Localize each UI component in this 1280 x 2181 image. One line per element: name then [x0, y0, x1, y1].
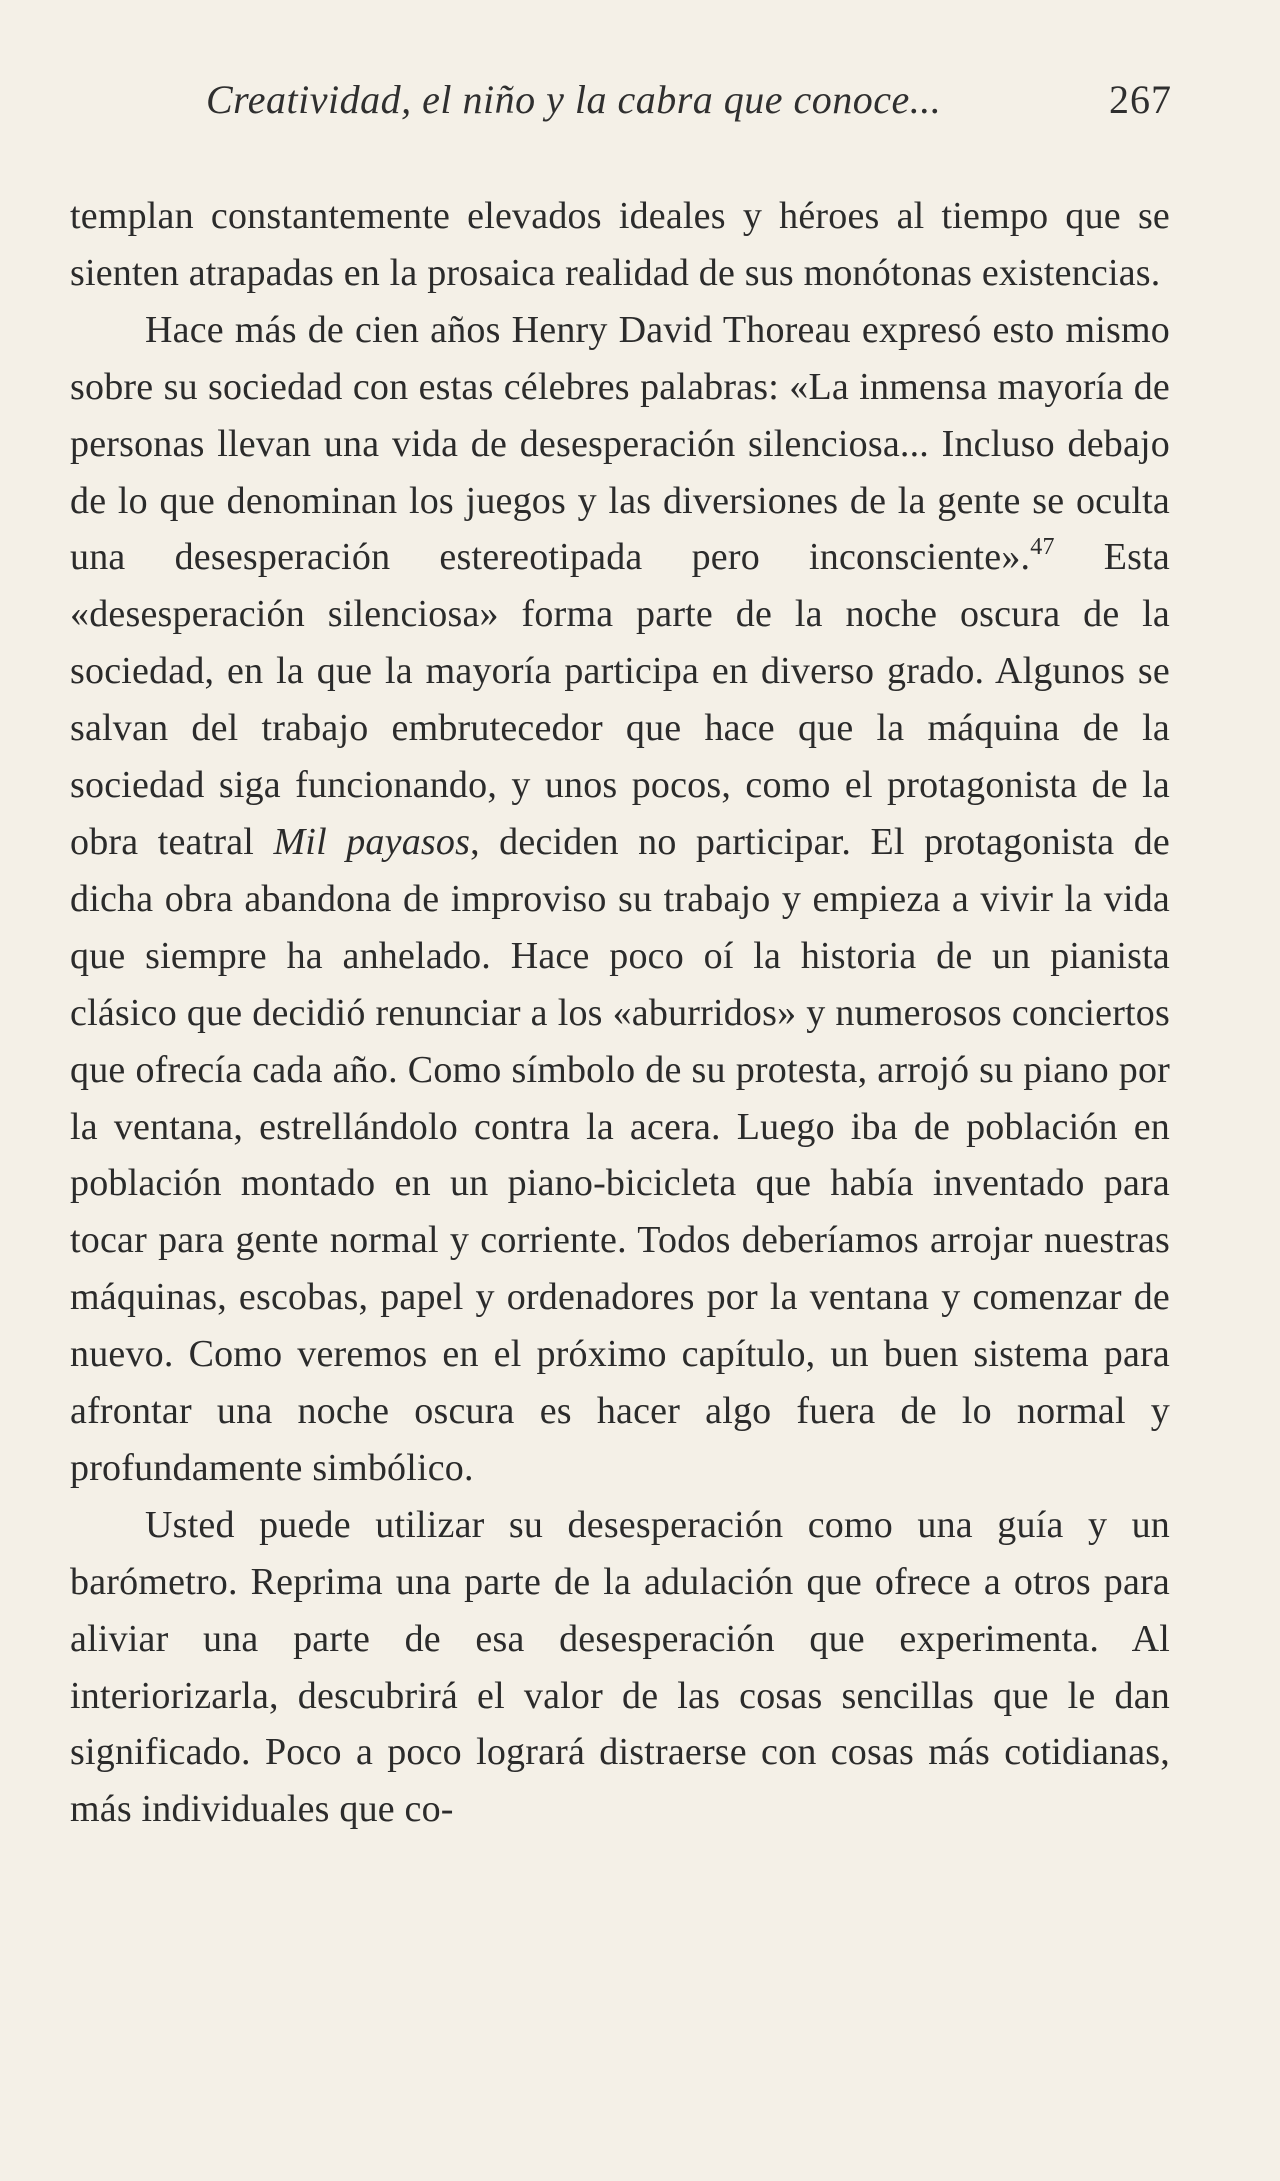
body-text	[70, 188, 1170, 1838]
paragraph-3	[70, 1497, 1170, 1838]
paragraph-2-text-after-title: , deciden no participar. El protagonista de dicha obra abandona de improviso su trabajo y empieza a vivir la vida que siempre ha anhelado. Hace poco oí la historia de un pianista clásico que decidió renunciar a los «aburridos» y numerosos conciertos que ofrecía cada año. Como símbolo de su protesta, arrojó su piano por la ventana, estrellándolo contra la acera. Luego iba de población en población montado en un piano-bicicleta que había inventado para tocar para gente normal y corriente. Todos deberíamos arrojar nuestras máquinas, escobas, papel y ordenadores por la ventana y comenzar de nuevo. Como veremos en el próximo capítulo, un buen sistema para afrontar una noche oscura es hacer algo fuera de lo normal y profundamente simbólico.	[70, 820, 1170, 1489]
paragraph-1-text: templan constantemente elevados ideales y héroes al tiempo que se sienten atrapadas en la prosaica realidad de sus monótonas existencias.	[70, 195, 1170, 294]
running-header	[70, 70, 1172, 130]
paragraph-3-text: Usted puede utilizar su desesperación como una guía y un barómetro. Reprima una parte de la adulación que ofrece a otros para aliviar una parte de esa desesperación que experimenta. Al interiorizarla, descubrirá el valor de las cosas sencillas que le dan significado. Poco a poco logrará distraerse con cosas más cotidianas, más individuales que co-	[70, 1503, 1170, 1831]
footnote-reference: 47	[1030, 534, 1055, 561]
page-number: 267	[1109, 77, 1172, 122]
running-title: Creatividad, el niño y la cabra que conoce...	[206, 77, 942, 122]
paragraph-2-text-after-note: Esta «desesperación silenciosa» forma parte de la noche oscura de la sociedad, en la que la mayoría participa en diverso grado. Algunos se salvan del trabajo embrutecedor que hace que la máquina de la sociedad siga funcionando, y unos pocos, como el protagonista de la obra teatral	[70, 536, 1170, 863]
italic-title: Mil payasos	[273, 820, 471, 863]
paragraph-2-text-before-note: Hace más de cien años Henry David Thoreau expresó esto mismo sobre su sociedad con estas célebres palabras: «La inmensa mayoría de personas llevan una vida de desesperación silenciosa... Incluso debajo de lo que denominan los juegos y las diversiones de la gente se oculta una desesperación estereotipada pero inconsciente».	[70, 308, 1170, 579]
paragraph-1	[70, 188, 1170, 302]
paragraph-2	[70, 302, 1170, 1497]
